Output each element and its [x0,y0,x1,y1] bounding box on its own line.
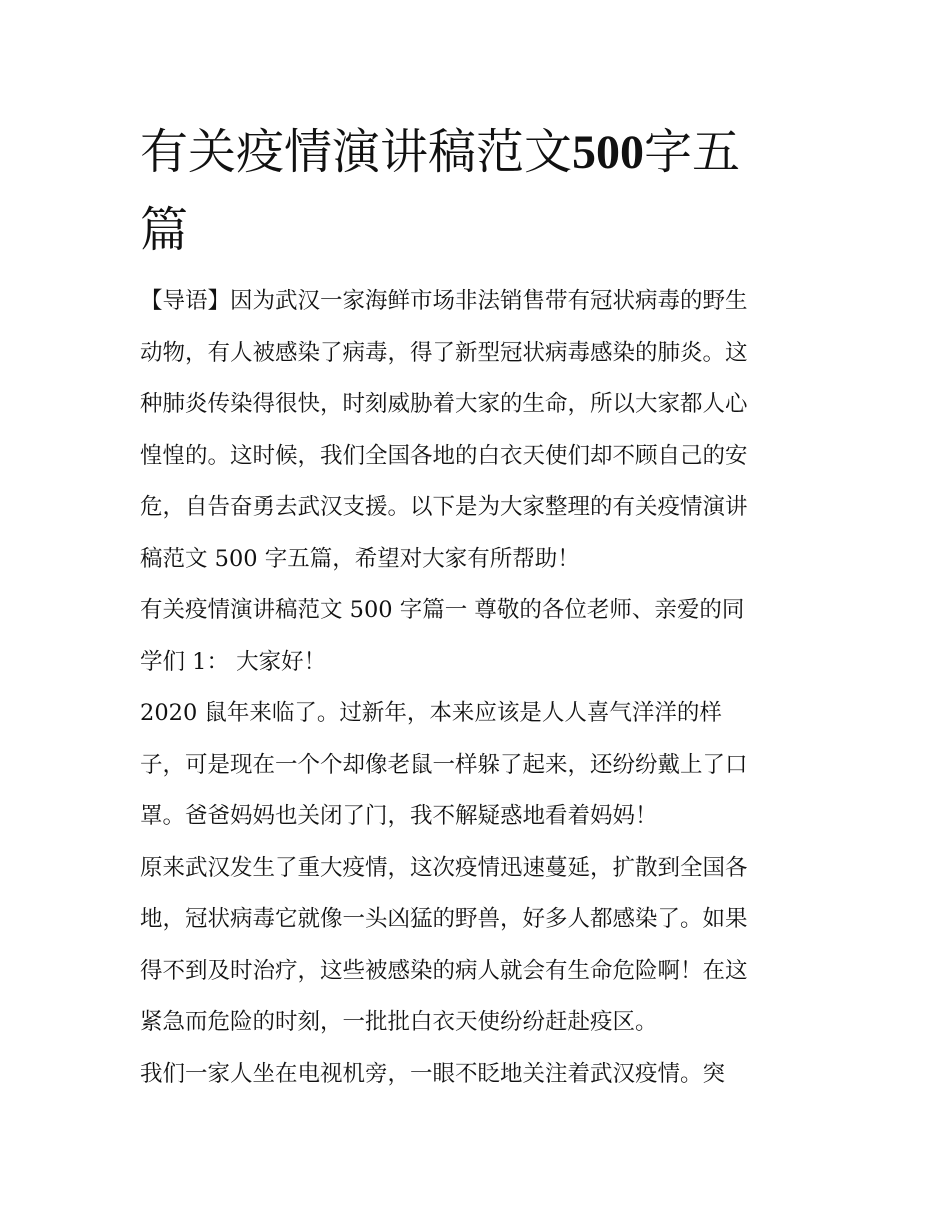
body-line: 有关疫情演讲稿范文 500 字篇一 尊敬的各位老师、亲爱的同 [140,597,745,623]
document-title [140,114,820,269]
document-body [140,281,812,1105]
title-text: 有关疫情演讲稿范文 [140,124,573,180]
body-line: 罩。爸爸妈妈也关闭了门，我不解疑惑地看着妈妈！ [140,803,658,829]
body-line: 动物，有人被感染了病毒，得了新型冠状病毒感染的肺炎。这 [140,339,748,366]
body-line: 得不到及时治疗，这些被感染的病人就会有生命危险啊！在这 [140,957,748,984]
title-text-suffix: 字五 [644,124,741,180]
body-line: 危，自告奋勇去武汉支援。以下是为大家整理的有关疫情演讲 [140,494,748,520]
body-line: 子，可是现在一个个却像老鼠一样躲了起来，还纷纷戴上了口 [140,751,748,778]
body-line: 【导语】因为武汉一家海鲜市场非法销售带有冠状病毒的野生 [140,288,748,314]
body-line: 我们一家人坐在电视机旁，一眼不眨地关注着武汉疫情。突 [140,1060,726,1087]
body-line: 2020 鼠年来临了。过新年，本来应该是人人喜气洋洋的样 [140,700,722,726]
body-line: 地，冠状病毒它就像一头凶猛的野兽，好多人都感染了。如果 [140,906,748,932]
body-line: 学们 1： 大家好！ [140,648,327,675]
body-line: 紧急而危险的时刻，一批批白衣天使纷纷赶赴疫区。 [140,1009,658,1035]
body-line: 惶惶的。这时候，我们全国各地的白衣天使们却不顾自己的安 [140,442,748,469]
title-text-line2: 篇 [140,201,189,258]
title-number: 500 [572,126,645,179]
body-line: 种肺炎传染得很快，时刻威胁着大家的生命，所以大家都人心 [140,391,748,417]
body-line: 原来武汉发生了重大疫情，这次疫情迅速蔓延，扩散到全国各 [140,854,748,881]
body-line: 稿范文 500 字五篇，希望对大家有所帮助！ [140,545,580,572]
